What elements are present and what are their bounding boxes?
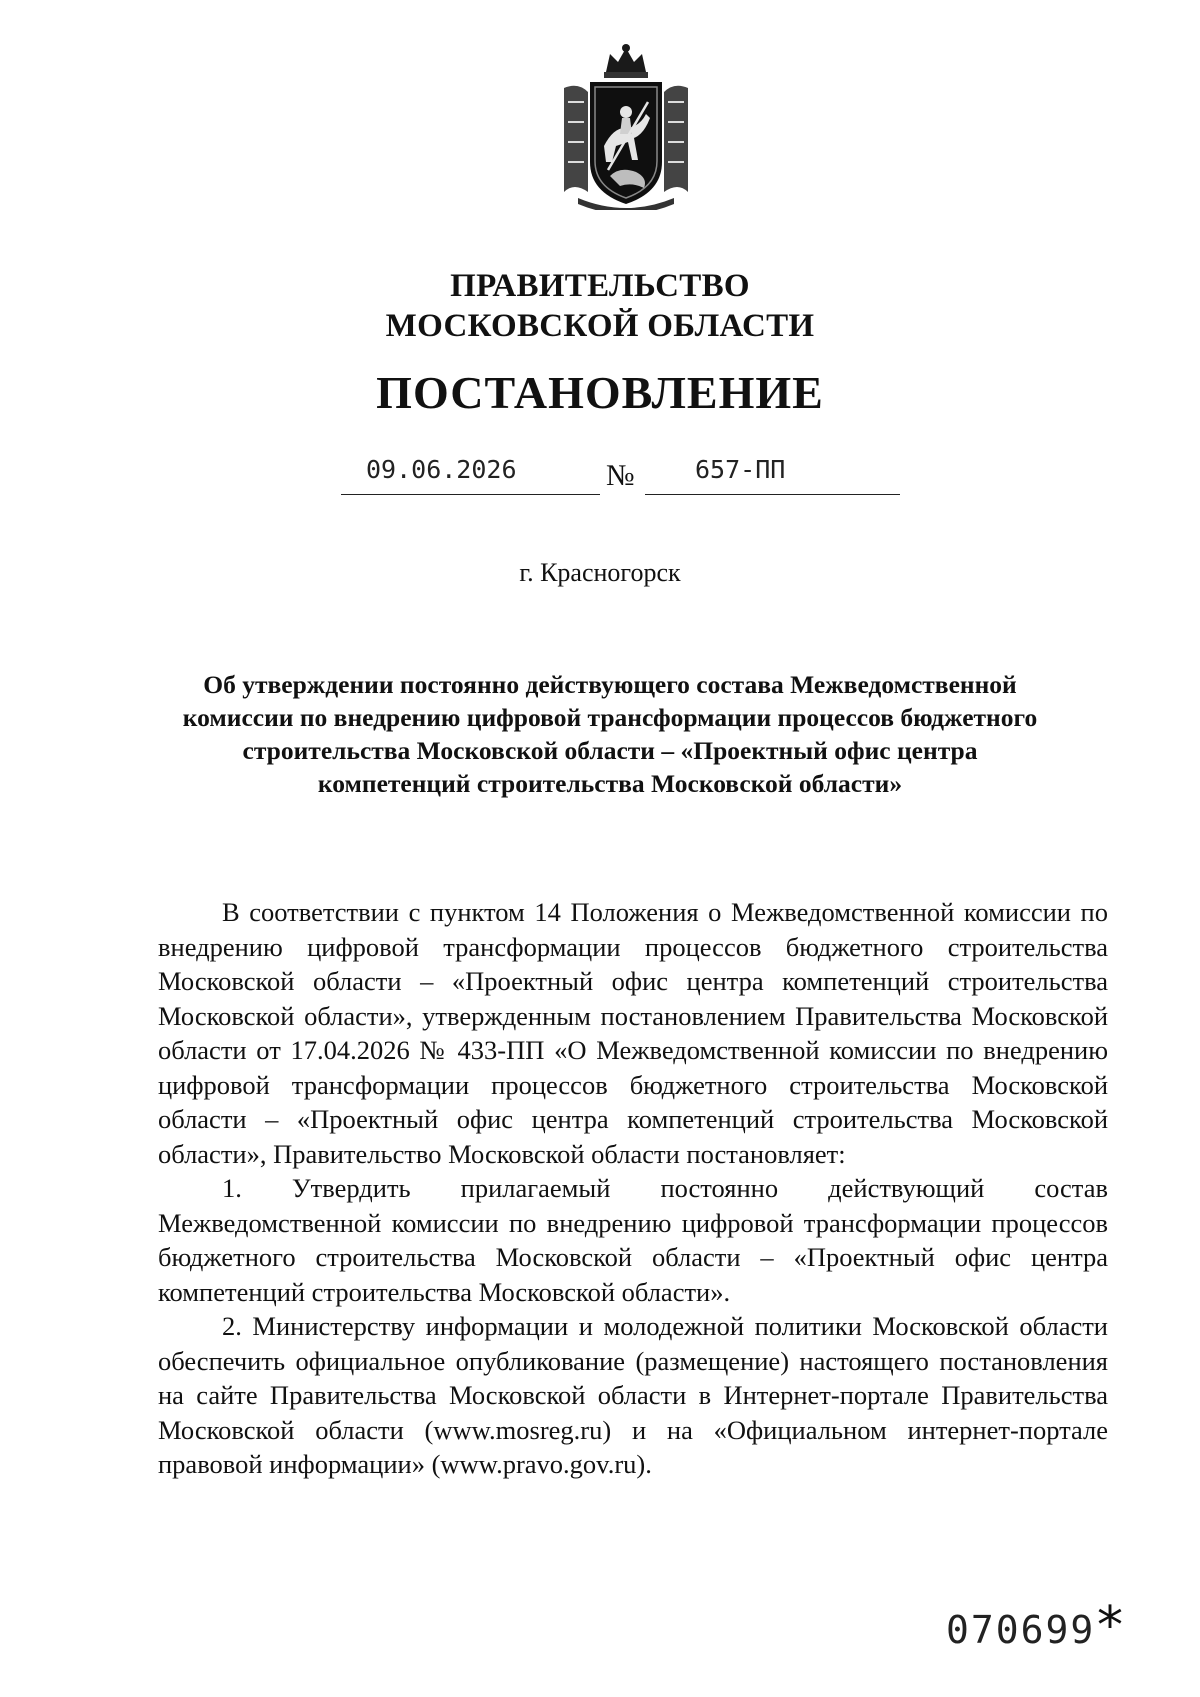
organization-name-line1: ПРАВИТЕЛЬСТВО xyxy=(450,268,750,304)
document-date: 09.06.2026 xyxy=(366,455,517,484)
serial-number: 070699 xyxy=(946,1608,1096,1652)
coat-of-arms-emblem xyxy=(558,42,694,210)
organization-name-line2: МОСКОВСКОЙ ОБЛАСТИ xyxy=(385,308,815,344)
item-2-paragraph: 2. Министерству информации и молодежной политики Московской области обеспечить официальное опубликование (размещение) настоящего постановления на сайте Правительства Московской области в Интернет-портале Правительства Московской области (www.mosreg.ru) и на «Официальном интернет-портале правовой информации» (www.pravo.gov.ru). xyxy=(158,1311,1108,1479)
document-type: ПОСТАНОВЛЕНИЕ xyxy=(376,367,824,418)
date-underline xyxy=(341,494,600,495)
preamble-paragraph: В соответствии с пунктом 14 Положения о Межведомственной комиссии по внедрению цифровой трансформации процессов бюджетного строительства Московской области – «Проектный офис центра компетенций строительства Московской области», утвержденным постановлением Правительства Московской области от 17.04.2026 № 433-ПП «О Межведомственной комиссии по внедрению цифровой трансформации процессов бюджетного строительства Московской области – «Проектный офис центра компетенций строительства Московской области», Правительство Московской области постановляет: xyxy=(158,897,1108,1169)
asterisk-mark: * xyxy=(1097,1596,1123,1656)
document-number: 657-ПП xyxy=(695,455,786,484)
document-city: г. Красногорск xyxy=(519,558,681,587)
coat-of-arms-icon xyxy=(558,42,694,210)
document-body xyxy=(158,895,1108,1482)
document-title: Об утверждении постоянно действующего состава Межведомственной комиссии по внедрению цифровой трансформации процессов бюджетного строительства Московской области – «Проектный офис центра компетенций строительства Московской области» xyxy=(182,670,1038,798)
number-sign: № xyxy=(606,459,635,492)
number-underline xyxy=(645,494,900,495)
item-1-paragraph: 1. Утвердить прилагаемый постоянно действующий состав Межведомственной комиссии по внедрению цифровой трансформации процессов бюджетного строительства Московской области – «Проектный офис центра компетенций строительства Московской области». xyxy=(158,1173,1108,1307)
